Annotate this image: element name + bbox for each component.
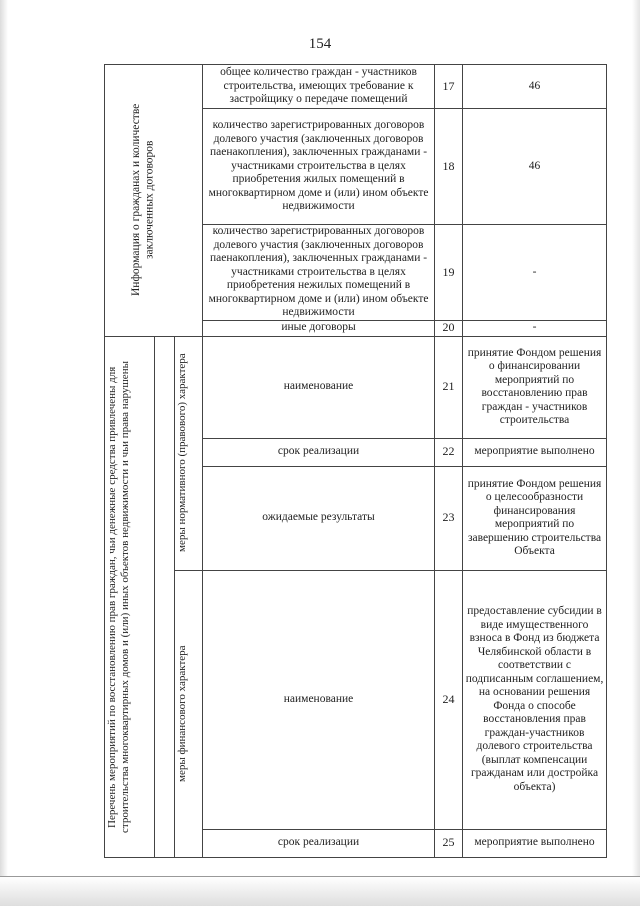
normative-label-cell: [175, 336, 203, 570]
row-23-num: 23: [435, 466, 463, 570]
section-measures-label-cell: [105, 336, 155, 857]
row-19-num: 19: [435, 225, 463, 321]
row-20-num: 20: [435, 320, 463, 336]
section-info-label-cell: [105, 65, 203, 337]
row-18-num: 18: [435, 109, 463, 225]
section-measures-spacer: [155, 336, 175, 857]
row-19-text: количество зарегистрированных договоров долевого участия (заключенных договоров паенакопления), заключенных гражданами - участниками строительства в целях приобретения нежилых помещений в многоквартирном доме и (или) ином объекте недвижимости: [203, 225, 435, 321]
row-22-text: срок реализации: [203, 438, 435, 466]
row-23-text: ожидаемые результаты: [203, 466, 435, 570]
row-21-value: принятие Фондом решения о финансировании мероприятий по восстановлению прав граждан - участников строительства: [463, 336, 607, 438]
section-measures-label: Перечень мероприятий по восстановлению прав граждан, чьи денежные средства привлечены для строительства многоквартирных домов и (или) иных объектов недвижимости и чьи права нарушены: [105, 360, 131, 833]
row-24-text: наименование: [203, 570, 435, 829]
table-row: [105, 336, 607, 438]
row-18-value: 46: [463, 109, 607, 225]
financial-label: меры финансового характера: [175, 645, 188, 782]
document-table: [104, 64, 607, 858]
row-17-text: общее количество граждан - участников строительства, имеющих требование к застройщику о передаче помещений: [203, 65, 435, 109]
row-20-value: -: [463, 320, 607, 336]
normative-label: меры нормативного (правового) характера: [175, 353, 188, 553]
scan-bottom-edge: [0, 876, 640, 906]
row-19-value: -: [463, 225, 607, 321]
page-number: 154: [308, 36, 332, 52]
table-row: [105, 570, 607, 829]
row-22-num: 22: [435, 438, 463, 466]
row-21-num: 21: [435, 336, 463, 438]
row-17-num: 17: [435, 65, 463, 109]
section-info-label: Информация о гражданах и количестве заключенных договоров: [129, 104, 155, 297]
row-24-value: предоставление субсидии в виде имущественного взноса в Фонд из бюджета Челябинской области в соответствии с подписанным соглашением, на основании решения Фонда о способе восстановления прав граждан-участников долевого строительства (выплат компенсации гражданам или достройка объекта): [463, 570, 607, 829]
row-21-text: наименование: [203, 336, 435, 438]
row-22-value: мероприятие выполнено: [463, 438, 607, 466]
row-23-value: принятие Фондом решения о целесообразности финансирования мероприятий по завершению строительства Объекта: [463, 466, 607, 570]
table-row: [105, 65, 607, 109]
row-24-num: 24: [435, 570, 463, 829]
row-18-text: количество зарегистрированных договоров долевого участия (заключенных договоров паенакопления), заключенных гражданами - участниками строительства в целях приобретения жилых помещений в многоквартирном доме и (или) ином объекте недвижимости: [203, 109, 435, 225]
scan-shadow-right: [632, 0, 640, 905]
row-25-value: мероприятие выполнено: [463, 829, 607, 857]
row-20-text: иные договоры: [203, 320, 435, 336]
scan-shadow-left: [0, 0, 8, 905]
row-25-text: срок реализации: [203, 829, 435, 857]
row-25-num: 25: [435, 829, 463, 857]
financial-label-cell: [175, 570, 203, 857]
row-17-value: 46: [463, 65, 607, 109]
